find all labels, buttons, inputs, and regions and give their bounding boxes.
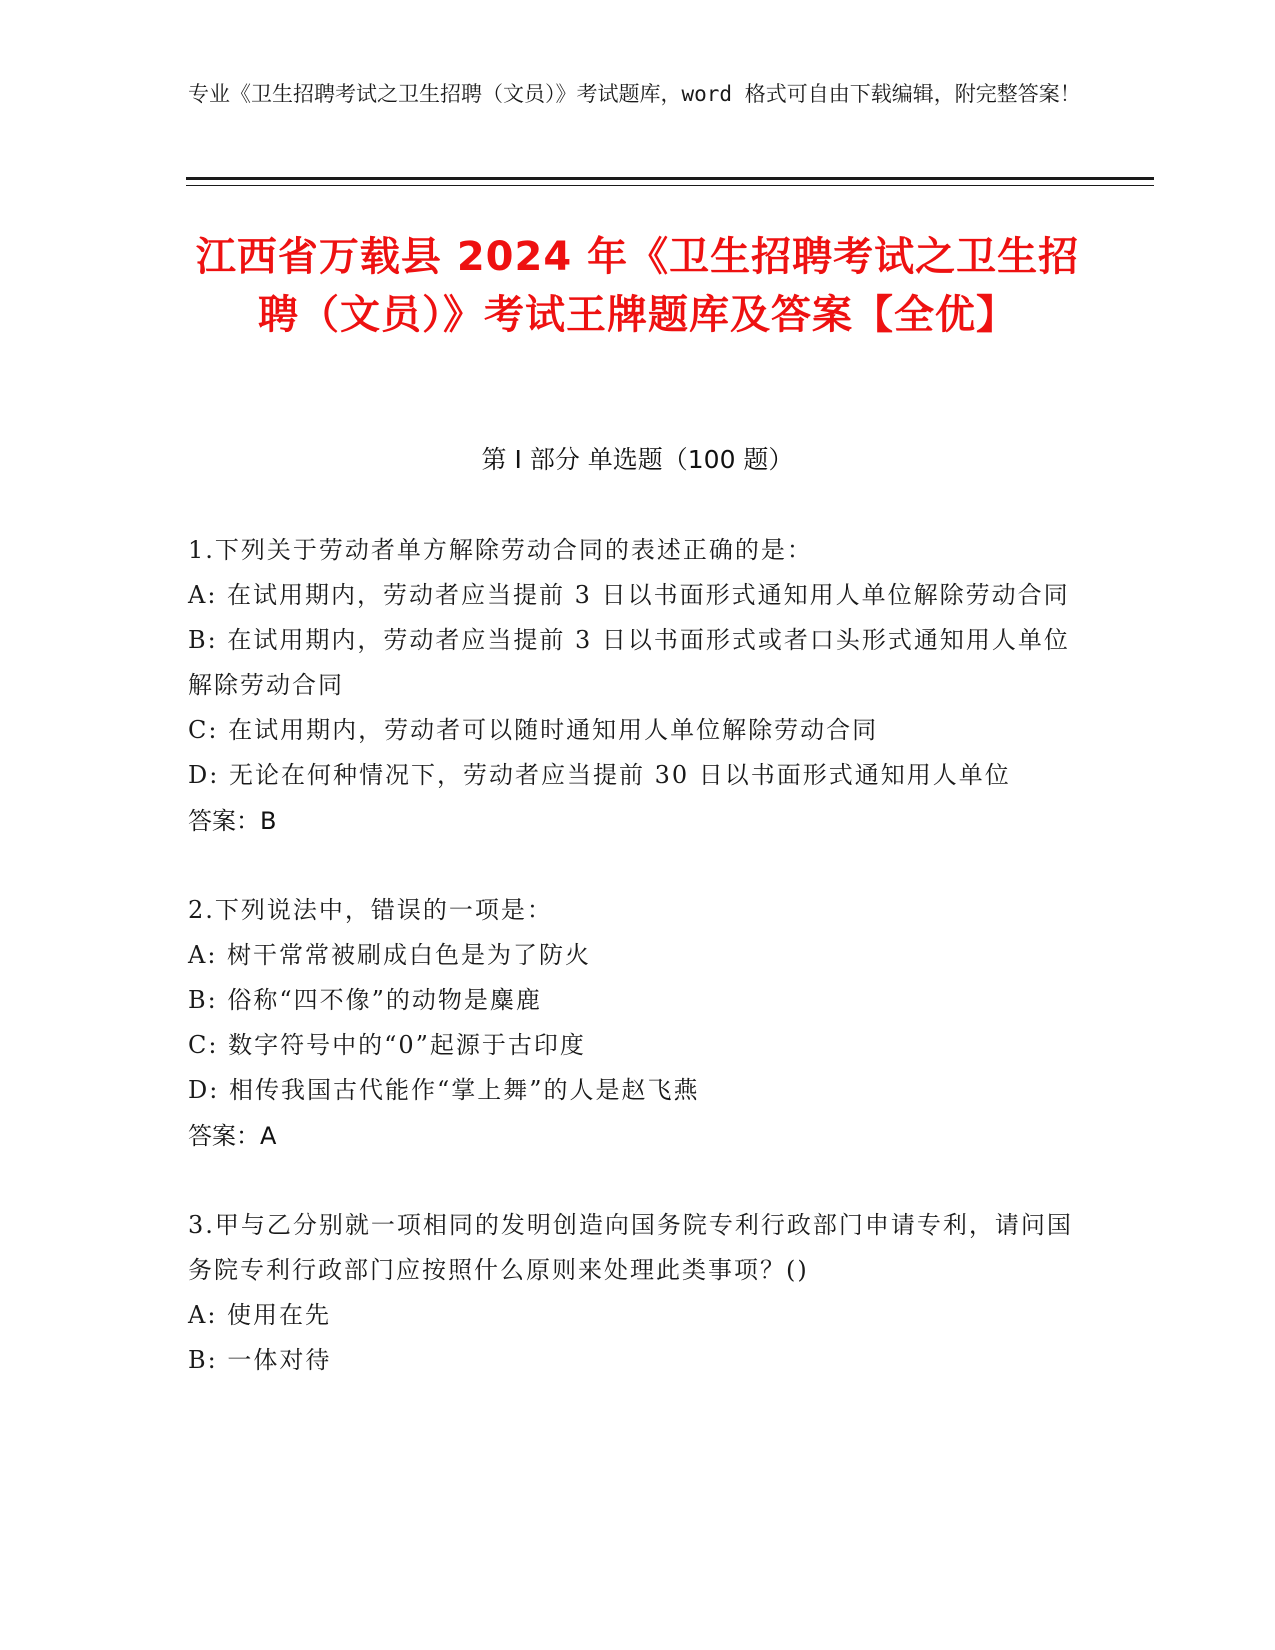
- question-list: [188, 528, 1088, 1427]
- option-a: A: 使用在先: [188, 1301, 332, 1329]
- header-divider: [186, 177, 1154, 180]
- section-title: 第 I 部分 单选题（100 题）: [481, 445, 794, 474]
- option-b: B: 一体对待: [188, 1346, 332, 1374]
- question-3: [188, 1203, 1088, 1383]
- option-b: B: 在试用期内，劳动者应当提前 3 日以书面形式或者口头形式通知用人单位解除劳动合同: [188, 626, 1070, 699]
- option-d: D: 无论在何种情况下，劳动者应当提前 30 日以书面形式通知用人单位: [188, 761, 1011, 789]
- question-2: [188, 888, 1088, 1159]
- option-a: A: 在试用期内，劳动者应当提前 3 日以书面形式通知用人单位解除劳动合同: [188, 581, 1070, 609]
- header-note: 专业《卫生招聘考试之卫生招聘（文员）》考试题库，word 格式可自由下载编辑，附完整答案！: [188, 82, 1081, 106]
- option-c: C: 在试用期内，劳动者可以随时通知用人单位解除劳动合同: [188, 716, 879, 744]
- option-a: A: 树干常常被刷成白色是为了防火: [188, 941, 592, 969]
- header-divider-thin: [186, 185, 1154, 186]
- option-c: C: 数字符号中的“0”起源于古印度: [188, 1031, 586, 1059]
- question-stem: 1.下列关于劳动者单方解除劳动合同的表述正确的是：: [188, 536, 813, 564]
- document-title: 江西省万载县 2024 年《卫生招聘考试之卫生招聘（文员）》考试王牌题库及答案【全优】: [195, 234, 1080, 338]
- question-stem: 3.甲与乙分别就一项相同的发明创造向国务院专利行政部门申请专利，请问国务院专利行政部门应按照什么原则来处理此类事项？(): [188, 1211, 1073, 1284]
- question-1: [188, 528, 1088, 844]
- question-stem: 2.下列说法中，错误的一项是：: [188, 896, 553, 924]
- option-d: D: 相传我国古代能作“掌上舞”的人是赵飞燕: [188, 1076, 700, 1104]
- answer-label: 答案：B: [188, 807, 277, 835]
- answer-label: 答案：A: [188, 1122, 277, 1150]
- option-b: B: 俗称“四不像”的动物是麋鹿: [188, 986, 542, 1014]
